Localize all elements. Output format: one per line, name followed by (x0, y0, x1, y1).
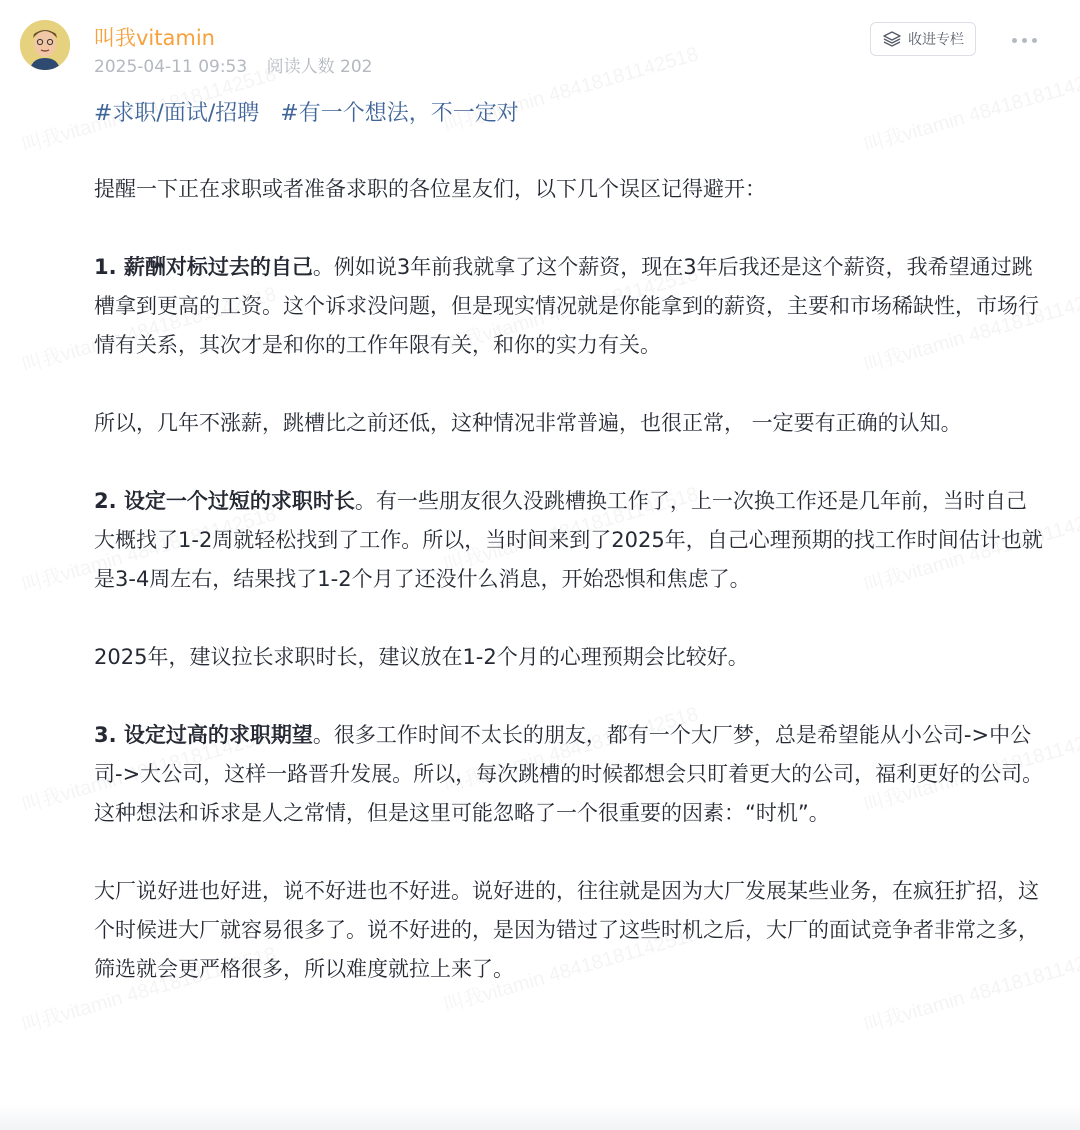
add-to-column-button[interactable] (870, 22, 976, 56)
topic-tags (94, 98, 533, 130)
more-icon (1012, 38, 1017, 43)
paragraph (94, 482, 1044, 599)
paragraph-text: 。例如说3年前我就拿了这个薪资，现在3年后我还是这个薪资，我希望通过跳槽拿到更高的工资。这个诉求没问题，但是现实情况就是你能拿到的薪资，主要和市场稀缺性，市场行情有关系，其次才是和你的工作年限有关，和你的实力有关。 (94, 255, 1039, 357)
paragraph-heading: 3. 设定过高的求职期望 (94, 723, 313, 747)
topic-tag[interactable]: #有一个想法，不一定对 (280, 101, 519, 126)
paragraph (94, 716, 1044, 833)
paragraph-heading: 2. 设定一个过短的求职时长 (94, 489, 355, 513)
post-meta (94, 55, 372, 79)
paragraph-text: 提醒一下正在求职或者准备求职的各位星友们，以下几个误区记得避开： (94, 177, 766, 201)
avatar[interactable] (20, 20, 70, 70)
read-count: 阅读人数 202 (266, 57, 373, 77)
author-name[interactable]: 叫我vitamin (94, 26, 215, 50)
more-icon-dot (1022, 38, 1027, 43)
paragraph-text: 。很多工作时间不太长的朋友，都有一个大厂梦，总是希望能从小公司->中公司->大公司，这样一路晋升发展。所以，每次跳槽的时候都想会只盯着更大的公司，福利更好的公司。这种想法和诉求是人之常情，但是这里可能忽略了一个很重要的因素：“时机”。 (94, 723, 1044, 825)
topic-tag[interactable]: #求职/面试/招聘 (94, 101, 260, 126)
post-content (94, 170, 1044, 1028)
post-date: 2025-04-11 09:53 (94, 57, 248, 77)
avatar-portrait-icon (20, 20, 70, 70)
paragraph (94, 170, 1044, 209)
paragraph-text: 。有一些朋友很久没跳槽换工作了，上一次换工作还是几年前，当时自己大概找了1-2周就轻松找到了工作。所以，当时间来到了2025年，自己心理预期的找工作时间估计也就是3-4周左右，结果找了1-2个月了还没什么消息，开始恐惧和焦虑了。 (94, 489, 1043, 591)
paragraph (94, 404, 1044, 443)
paragraph-heading: 1. 薪酬对标过去的自己 (94, 255, 313, 279)
paragraph (94, 638, 1044, 677)
post-header (0, 0, 1080, 90)
bottom-fade (0, 1104, 1080, 1130)
add-to-column-label: 收进专栏 (908, 32, 964, 48)
paragraph-text: 所以，几年不涨薪，跳槽比之前还低，这种情况非常普遍，也很正常， 一定要有正确的认知。 (94, 411, 962, 435)
paragraph-text: 大厂说好进也好进，说不好进也不好进。说好进的，往往就是因为大厂发展某些业务，在疯狂扩招，这个时候进大厂就容易很多了。说不好进的，是因为错过了这些时机之后，大厂的面试竞争者非常之多，筛选就会更严格很多，所以难度就拉上来了。 (94, 879, 1039, 981)
column-icon (882, 31, 902, 47)
more-icon-dot (1032, 38, 1037, 43)
paragraph (94, 872, 1044, 989)
paragraph-text: 2025年，建议拉长求职时长，建议放在1-2个月的心理预期会比较好。 (94, 645, 749, 669)
more-options-button[interactable] (1006, 28, 1042, 52)
paragraph (94, 248, 1044, 365)
